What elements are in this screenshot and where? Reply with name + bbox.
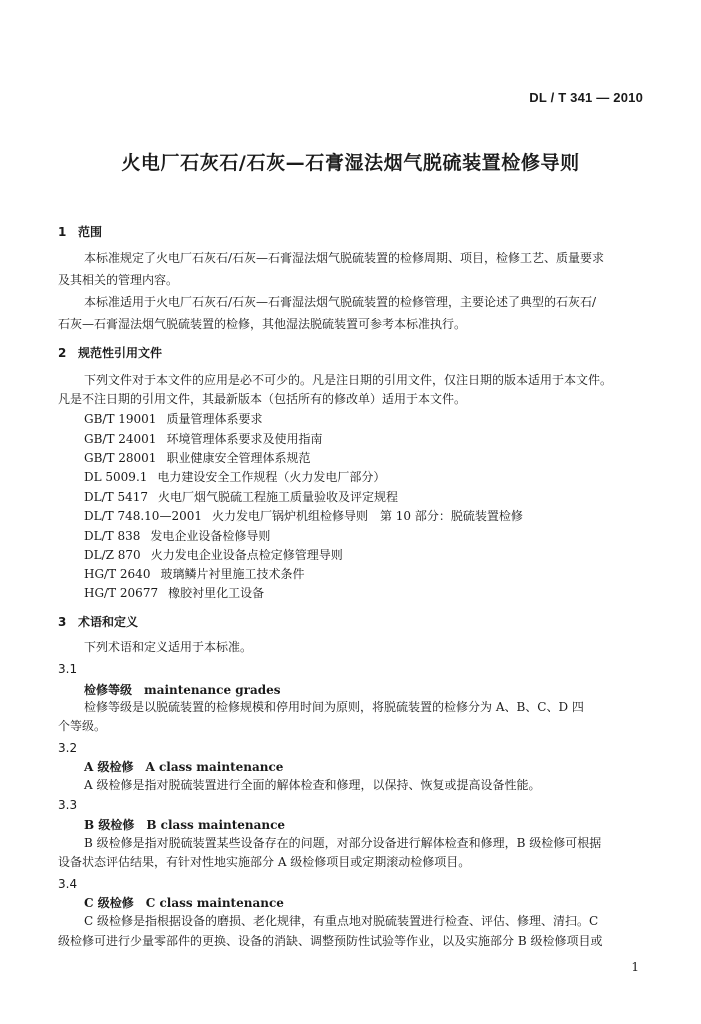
reference-code: DL/Z 870 bbox=[84, 548, 141, 562]
section-title: 术语和定义 bbox=[78, 615, 139, 629]
reference-title: 火电厂烟气脱硫工程施工质量验收及评定规程 bbox=[158, 490, 399, 504]
reference-code: GB/T 28001 bbox=[84, 451, 157, 465]
section-2-heading bbox=[58, 345, 648, 361]
reference-item bbox=[84, 411, 674, 427]
reference-item bbox=[84, 585, 674, 601]
reference-title: 质量管理体系要求 bbox=[166, 412, 263, 426]
clause-number: 3.1 bbox=[58, 662, 78, 676]
paragraph-line: 级检修可进行少量零部件的更换、设备的消缺、调整预防性试验等作业，以及实施部分 B 级检修项目或 bbox=[58, 934, 603, 948]
reference-item bbox=[84, 566, 674, 582]
standard-number-header: DL / T 341 — 2010 bbox=[529, 90, 643, 105]
reference-item bbox=[84, 469, 674, 485]
section-title: 规范性引用文件 bbox=[78, 346, 163, 360]
paragraph-line: 本标准规定了火电厂石灰石/石灰—石膏湿法烟气脱硫装置的检修周期、项目，检修工艺、质量要求 bbox=[84, 251, 605, 265]
reference-title: 环境管理体系要求及使用指南 bbox=[166, 432, 323, 446]
reference-code: DL/T 748.10—2001 bbox=[84, 509, 202, 523]
reference-title: 火力发电企业设备点检定修管理导则 bbox=[150, 548, 343, 562]
clause-number: 3.4 bbox=[58, 877, 78, 891]
clause-number: 3.3 bbox=[58, 798, 78, 812]
reference-code: HG/T 2640 bbox=[84, 567, 151, 581]
paragraph-line: C 级检修是指根据设备的磨损、老化规律，有重点地对脱硫装置进行检查、评估、修理、清扫。C bbox=[84, 914, 599, 928]
reference-title: 职业健康安全管理体系规范 bbox=[166, 451, 311, 465]
term-heading: A 级检修 A class maintenance bbox=[84, 760, 284, 774]
reference-item bbox=[84, 528, 674, 544]
reference-title: 火力发电厂锅炉机组检修导则 第 10 部分：脱硫装置检修 bbox=[211, 509, 523, 523]
reference-item bbox=[84, 431, 674, 447]
document-title: 火电厂石灰石/石灰—石膏湿法烟气脱硫装置检修导则 bbox=[121, 152, 580, 174]
section-number: 1 bbox=[58, 225, 67, 239]
paragraph-line: 及其相关的管理内容。 bbox=[58, 273, 179, 287]
reference-code: DL/T 838 bbox=[84, 529, 141, 543]
section-1-heading bbox=[58, 224, 648, 240]
section-number: 3 bbox=[58, 615, 67, 629]
paragraph-line: 凡是不注日期的引用文件，其最新版本（包括所有的修改单）适用于本文件。 bbox=[58, 392, 467, 406]
term-heading: 检修等级 maintenance grades bbox=[84, 683, 281, 697]
paragraph-line: 设备状态评估结果，有针对性地实施部分 A 级检修项目或定期滚动检修项目。 bbox=[58, 855, 471, 869]
paragraph-line: 下列术语和定义适用于本标准。 bbox=[84, 640, 253, 654]
reference-item bbox=[84, 489, 674, 505]
clause-number: 3.2 bbox=[58, 741, 78, 755]
page-number: 1 bbox=[631, 960, 639, 974]
reference-code: HG/T 20677 bbox=[84, 586, 159, 600]
section-3-heading bbox=[58, 614, 648, 630]
reference-title: 发电企业设备检修导则 bbox=[150, 529, 271, 543]
paragraph-line: 石灰—石膏湿法烟气脱硫装置的检修，其他湿法脱硫装置可参考本标准执行。 bbox=[58, 317, 467, 331]
reference-code: DL/T 5417 bbox=[84, 490, 148, 504]
paragraph-line: 本标准适用于火电厂石灰石/石灰—石膏湿法烟气脱硫装置的检修管理，主要论述了典型的石灰石/ bbox=[84, 295, 597, 309]
paragraph-line: B 级检修是指对脱硫装置某些设备存在的问题，对部分设备进行解体检查和修理，B 级检修可根据 bbox=[84, 836, 602, 850]
reference-item bbox=[84, 450, 674, 466]
paragraph-line: 下列文件对于本文件的应用是必不可少的。凡是注日期的引用文件，仅注日期的版本适用于本文件。 bbox=[84, 373, 613, 387]
term-heading: C 级检修 C class maintenance bbox=[84, 896, 284, 910]
reference-title: 橡胶衬里化工设备 bbox=[168, 586, 265, 600]
paragraph-line: 个等级。 bbox=[58, 719, 107, 733]
term-heading: B 级检修 B class maintenance bbox=[84, 818, 286, 832]
paragraph-line: A 级检修是指对脱硫装置进行全面的解体检查和修理，以保持、恢复或提高设备性能。 bbox=[84, 778, 541, 792]
reference-item bbox=[84, 508, 674, 524]
reference-title: 电力建设安全工作规程（火力发电厂部分） bbox=[157, 470, 386, 484]
paragraph-line: 检修等级是以脱硫装置的检修规模和停用时间为原则，将脱硫装置的检修分为 A、B、C、D 四 bbox=[84, 700, 584, 714]
reference-code: GB/T 19001 bbox=[84, 412, 157, 426]
section-number: 2 bbox=[58, 346, 67, 360]
reference-code: DL 5009.1 bbox=[84, 470, 148, 484]
reference-code: GB/T 24001 bbox=[84, 432, 157, 446]
section-title: 范围 bbox=[78, 225, 103, 239]
reference-title: 玻璃鳞片衬里施工技术条件 bbox=[160, 567, 305, 581]
reference-item bbox=[84, 547, 674, 563]
